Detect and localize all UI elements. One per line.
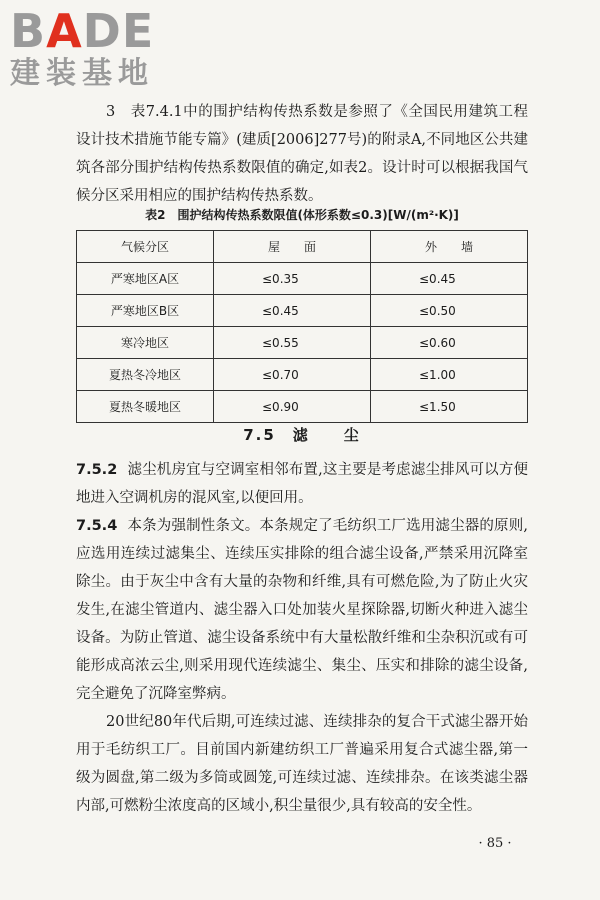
clause-number: 7.5.2: [76, 462, 118, 478]
table-row: [77, 391, 528, 423]
header-wall: 外 墙: [371, 231, 528, 263]
climate-zone-cell: 严寒地区B区: [77, 295, 214, 327]
roof-value-cell: ≤0.70: [214, 359, 371, 391]
roof-value-cell: ≤0.55: [214, 327, 371, 359]
logo-subtitle: 建装基地: [10, 56, 154, 91]
logo-letter-a: A: [46, 4, 83, 58]
logo-letters-de: DE: [82, 4, 155, 58]
clause-number: 7.5.4: [76, 518, 118, 534]
climate-zone-cell: 严寒地区A区: [77, 263, 214, 295]
climate-zone-cell: 寒冷地区: [77, 327, 214, 359]
table-row: [77, 327, 528, 359]
wall-value-cell: ≤0.50: [371, 295, 528, 327]
table-caption: 表2 围护结构传热系数限值(体形系数≤0.3)[W/(m²·K)]: [145, 208, 459, 222]
table-header-row: [77, 231, 528, 263]
brand-logo: [10, 6, 154, 92]
paragraph-history: 20世纪80年代后期,可连续过滤、连续排杂的复合干式滤尘器开始用于毛纺织工厂。目前国内新建纺织工厂普遍采用复合式滤尘器,第一级为圆盘,第二级为多筒或圆笼,可连续过滤、连续排杂。在该类滤尘器内部,可燃粉尘浓度高的区域小,积尘量很少,具有较高的安全性。: [76, 714, 528, 814]
page-number: · 85 ·: [478, 836, 512, 851]
logo-wordmark: [10, 6, 154, 56]
header-climate-zone: 气候分区: [77, 231, 214, 263]
heat-transfer-table: [76, 230, 528, 423]
table-row: [77, 359, 528, 391]
wall-value-cell: ≤0.60: [371, 327, 528, 359]
roof-value-cell: ≤0.45: [214, 295, 371, 327]
roof-value-cell: ≤0.90: [214, 391, 371, 423]
clause-7-5-2: [76, 456, 528, 512]
section-heading: 7.5 滤 尘: [243, 426, 361, 444]
table-row: [77, 263, 528, 295]
wall-value-cell: ≤0.45: [371, 263, 528, 295]
header-roof: 屋 面: [214, 231, 371, 263]
clause-7-5-4: [76, 512, 528, 708]
wall-value-cell: ≤1.00: [371, 359, 528, 391]
clause-text: 滤尘机房宜与空调室相邻布置,这主要是考虑滤尘排风可以方便地进入空调机房的混风室,以便回用。: [76, 462, 528, 506]
clause-text: 本条为强制性条文。本条规定了毛纺织工厂选用滤尘器的原则,应选用连续过滤集尘、连续压实排除的组合滤尘设备,严禁采用沉降室除尘。由于灰尘中含有大量的杂物和纤维,具有可燃危险,为了防止火灾发生,在滤尘管道内、滤尘器入口处加装火星探除器,切断火种进入滤尘设备。为防止管道、滤尘设备系统中有大量松散纤维和尘杂积沉或有可能形成高浓云尘,则采用现代连续滤尘、集尘、压实和排除的滤尘设备,完全避免了沉降室弊病。: [76, 518, 528, 702]
roof-value-cell: ≤0.35: [214, 263, 371, 295]
logo-letter-b: B: [10, 4, 47, 58]
climate-zone-cell: 夏热冬冷地区: [77, 359, 214, 391]
wall-value-cell: ≤1.50: [371, 391, 528, 423]
table-row: [77, 295, 528, 327]
climate-zone-cell: 夏热冬暖地区: [77, 391, 214, 423]
paragraph-table-intro: 3 表7.4.1中的围护结构传热系数是参照了《全国民用建筑工程设计技术措施节能专篇》(建质[2006]277号)的附录A,不同地区公共建筑各部分围护结构传热系数限值的确定,如表2。设计时可以根据我国气候分区采用相应的围护结构传热系数。: [76, 104, 528, 204]
